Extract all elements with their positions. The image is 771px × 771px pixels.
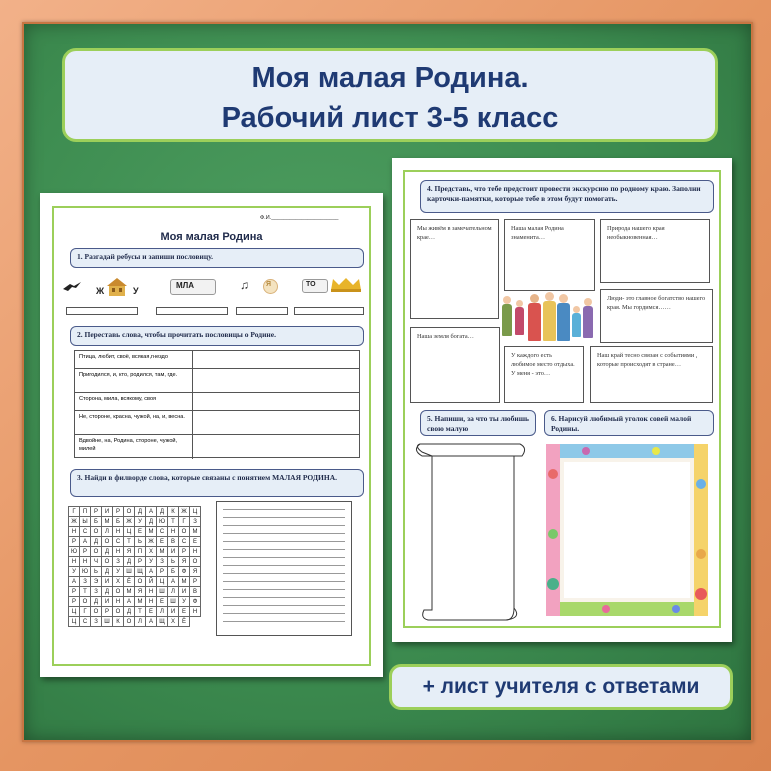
grid-cell[interactable]: Ц — [124, 527, 135, 537]
grid-cell[interactable]: Н — [113, 547, 124, 557]
grid-row — [69, 617, 201, 627]
grid-cell[interactable]: О — [124, 617, 135, 627]
grid-cell[interactable]: О — [102, 537, 113, 547]
grid-cell[interactable]: Н — [80, 557, 91, 567]
grid-cell[interactable]: М — [102, 517, 113, 527]
rebus-letter-1: Ж — [96, 286, 105, 296]
grid-cell[interactable]: Ц — [69, 607, 80, 617]
grid-cell[interactable]: М — [157, 547, 168, 557]
grid-cell[interactable]: Ё — [124, 577, 135, 587]
grid-cell[interactable]: Ш — [157, 587, 168, 597]
grid-cell[interactable]: Ц — [190, 507, 201, 517]
table-row — [75, 393, 359, 411]
title-banner — [62, 48, 718, 142]
grid-cell[interactable]: Н — [69, 557, 80, 567]
grid-cell[interactable]: Ш — [102, 617, 113, 627]
card-5[interactable]: Наша земля богата… — [410, 327, 500, 403]
grid-cell[interactable]: Ь — [168, 557, 179, 567]
answer-box-3[interactable] — [236, 307, 288, 315]
crown-icon — [330, 276, 362, 292]
task-6-bar: 6. Нарисуй любимый уголок совей малой Родины. — [544, 410, 714, 436]
grid-cell[interactable]: Б — [91, 517, 102, 527]
title-line-2: Рабочий лист 3-5 класс — [221, 102, 559, 134]
grid-cell[interactable]: Д — [124, 557, 135, 567]
grid-cell[interactable]: О — [91, 547, 102, 557]
grid-cell[interactable]: Ю — [69, 547, 80, 557]
grid-cell[interactable]: Ь — [91, 567, 102, 577]
teacher-sheet-note: + лист учителя с ответами — [389, 664, 733, 710]
grid-cell[interactable]: Н — [168, 527, 179, 537]
grid-cell[interactable]: Л — [102, 527, 113, 537]
grid-cell[interactable]: Д — [91, 597, 102, 607]
grid-cell[interactable]: С — [80, 527, 91, 537]
grid-cell[interactable]: Ю — [80, 567, 91, 577]
grid-cell[interactable]: О — [102, 557, 113, 567]
grid-cell[interactable]: Л — [168, 587, 179, 597]
grid-cell[interactable]: Ф — [179, 567, 190, 577]
grid-cell[interactable]: Ё — [179, 617, 190, 627]
task-3-bar: 3. Найди в филворде слова, которые связаны с понятием МАЛАЯ РОДИНА. — [70, 469, 364, 497]
answer-cell[interactable] — [193, 369, 359, 392]
proverb-cell: Вдвойне, на, Родина, стороне, чужой, милей — [75, 435, 193, 459]
grid-row — [69, 577, 201, 587]
grid-cell[interactable]: И — [168, 547, 179, 557]
grid-cell[interactable]: Ш — [168, 597, 179, 607]
house-icon — [106, 277, 128, 297]
grid-cell[interactable]: Й — [146, 577, 157, 587]
grid-cell[interactable]: С — [179, 537, 190, 547]
card-3[interactable]: Природа нашего края необыкновенная… — [600, 219, 710, 283]
grid-cell[interactable]: Р — [179, 547, 190, 557]
card-7[interactable]: Наш край тесно связан с событиями , которые происходят в стране… — [590, 346, 713, 403]
grid-cell[interactable]: Г — [80, 607, 91, 617]
rebus-letter-5: ТО — [306, 281, 316, 288]
grid-cell[interactable]: А — [124, 597, 135, 607]
grid-cell[interactable]: Ц — [69, 617, 80, 627]
grid-cell[interactable]: Н — [113, 527, 124, 537]
grid-cell[interactable]: О — [91, 607, 102, 617]
grid-row — [69, 597, 201, 607]
answer-box-1[interactable] — [66, 307, 138, 315]
grid-cell[interactable]: Р — [69, 587, 80, 597]
grid-cell[interactable]: Щ — [157, 617, 168, 627]
grid-cell[interactable]: Я — [179, 557, 190, 567]
grid-cell[interactable]: Ы — [80, 517, 91, 527]
crow-icon — [62, 280, 82, 292]
grid-row — [69, 607, 201, 617]
grid-cell[interactable]: Т — [135, 607, 146, 617]
table-row — [75, 369, 359, 393]
grid-cell[interactable]: М — [179, 577, 190, 587]
grid-cell[interactable]: И — [102, 577, 113, 587]
grid-cell[interactable]: Р — [113, 507, 124, 517]
grid-cell[interactable]: Х — [113, 577, 124, 587]
grid-row — [69, 557, 201, 567]
grid-cell[interactable]: Д — [146, 517, 157, 527]
grid-cell[interactable]: Н — [146, 587, 157, 597]
grid-cell[interactable]: Т — [80, 587, 91, 597]
grid-cell[interactable]: О — [124, 507, 135, 517]
task-4-bar: 4. Представь, что тебе предстоит провести экскурсию по родному краю. Заполни карточки-памятки, которые тебе в этом будут помогать. — [420, 180, 714, 213]
task-1-bar: 1. Разгадай ребусы и запиши пословицу. — [70, 248, 364, 268]
grid-cell[interactable]: Ж — [179, 507, 190, 517]
grid-row — [69, 587, 201, 597]
grid-cell[interactable]: М — [124, 587, 135, 597]
grid-cell[interactable]: Ф — [190, 597, 201, 607]
grid-cell[interactable]: З — [91, 617, 102, 627]
answer-cell[interactable] — [193, 411, 359, 434]
grid-cell[interactable]: Р — [157, 567, 168, 577]
grid-cell[interactable]: И — [168, 607, 179, 617]
grid-cell[interactable]: Е — [146, 607, 157, 617]
grid-cell[interactable]: Н — [190, 547, 201, 557]
grid-cell[interactable]: Ц — [157, 577, 168, 587]
grid-cell[interactable]: Р — [69, 597, 80, 607]
grid-cell[interactable]: Д — [102, 547, 113, 557]
grid-cell[interactable]: О — [113, 587, 124, 597]
grid-cell[interactable]: Т — [124, 537, 135, 547]
task-2-bar: 2. Переставь слова, чтобы прочитать пословицы о Родине. — [70, 326, 364, 346]
grid-cell[interactable]: Е — [157, 597, 168, 607]
proverb-cell: Не, стороне, красна, чужой, на, и, весна. — [75, 411, 193, 434]
grid-cell[interactable]: С — [157, 527, 168, 537]
grid-cell[interactable]: О — [113, 607, 124, 617]
grid-cell[interactable]: Н — [113, 597, 124, 607]
grid-cell[interactable]: З — [80, 577, 91, 587]
grid-cell[interactable]: Д — [135, 507, 146, 517]
grid-cell[interactable]: И — [102, 507, 113, 517]
grid-cell[interactable]: У — [69, 567, 80, 577]
answer-cell[interactable] — [193, 393, 359, 410]
grid-cell[interactable]: П — [80, 507, 91, 517]
grid-cell[interactable]: Ж — [69, 517, 80, 527]
grid-cell[interactable]: Г — [69, 507, 80, 517]
table-row — [75, 351, 359, 369]
grid-cell[interactable]: А — [80, 537, 91, 547]
grid-cell[interactable]: К — [168, 507, 179, 517]
grid-cell[interactable]: Д — [102, 587, 113, 597]
grid-row — [69, 527, 201, 537]
answer-cell[interactable] — [193, 351, 359, 368]
grid-cell[interactable]: Я — [124, 547, 135, 557]
card-4[interactable]: Люди- это главное богатство нашего края. Мы гордимся…… — [600, 289, 713, 343]
grid-cell[interactable]: Л — [135, 617, 146, 627]
grid-cell[interactable]: Р — [69, 537, 80, 547]
grid-cell[interactable]: А — [146, 567, 157, 577]
rebus-letter-3: МЛА — [176, 281, 195, 290]
grid-cell[interactable]: А — [69, 577, 80, 587]
grid-cell[interactable]: Б — [168, 567, 179, 577]
grid-cell[interactable]: З — [157, 557, 168, 567]
grid-row — [69, 517, 201, 527]
grid-cell[interactable]: Я — [190, 567, 201, 577]
grid-cell[interactable]: Р — [91, 507, 102, 517]
grid-cell[interactable]: Р — [135, 557, 146, 567]
proverbs-table — [74, 350, 360, 458]
grid-cell[interactable]: Е — [179, 607, 190, 617]
grid-cell[interactable]: А — [168, 577, 179, 587]
grid-cell[interactable]: Н — [190, 607, 201, 617]
grid-row — [69, 507, 201, 517]
grid-cell[interactable]: Е — [135, 527, 146, 537]
grid-cell[interactable]: З — [190, 517, 201, 527]
grid-cell[interactable]: С — [113, 537, 124, 547]
grid-cell[interactable]: Л — [157, 607, 168, 617]
grid-cell[interactable]: Б — [113, 517, 124, 527]
grid-cell[interactable]: У — [135, 517, 146, 527]
grid-cell[interactable]: Щ — [135, 567, 146, 577]
grid-cell[interactable]: Ч — [91, 557, 102, 567]
decorative-drawing-frame[interactable] — [546, 444, 708, 616]
music-note-icon: ♫ — [240, 278, 249, 292]
grid-cell[interactable]: Н — [69, 527, 80, 537]
table-row — [75, 435, 359, 459]
card-6[interactable]: У каждого есть любимое место отдыха. У меня - это… — [504, 346, 584, 403]
grid-cell[interactable]: О — [80, 597, 91, 607]
proverb-cell: Пригодился, и, кто, родился, там, где. — [75, 369, 193, 392]
grid-cell[interactable]: Р — [80, 547, 91, 557]
worksheet-page-1 — [40, 193, 383, 677]
grid-cell[interactable]: И — [179, 587, 190, 597]
grid-cell[interactable]: С — [80, 617, 91, 627]
answer-cell[interactable] — [193, 435, 359, 459]
title-line-1: Моя малая Родина. — [251, 62, 529, 94]
grid-cell[interactable]: А — [146, 617, 157, 627]
grid-cell[interactable]: А — [146, 507, 157, 517]
grid-cell[interactable]: Д — [157, 507, 168, 517]
grid-cell[interactable]: М — [135, 597, 146, 607]
fio-field: Ф.И.______________________ — [260, 215, 339, 221]
proverb-cell: Сторона, мила, всякому, своя — [75, 393, 193, 410]
grid-cell[interactable]: Т — [168, 517, 179, 527]
sheet-heading: Моя малая Родина — [160, 231, 263, 243]
grid-cell[interactable]: Я — [135, 587, 146, 597]
grid-cell[interactable]: У — [146, 557, 157, 567]
word-search-grid — [68, 506, 201, 627]
grid-cell[interactable]: О — [190, 557, 201, 567]
card-1[interactable]: Мы живём в замечательном крае… — [410, 219, 499, 319]
grid-cell[interactable]: З — [91, 587, 102, 597]
grid-cell[interactable]: Г — [179, 517, 190, 527]
grid-cell[interactable]: Д — [124, 607, 135, 617]
grid-cell[interactable]: Х — [146, 547, 157, 557]
table-row — [75, 411, 359, 435]
task-5-bar: 5. Напиши, за что ты любишь свою малую — [420, 410, 536, 436]
grid-cell[interactable]: М — [146, 527, 157, 537]
grid-cell[interactable]: Ю — [157, 517, 168, 527]
grid-row — [69, 537, 201, 547]
grid-cell[interactable]: Е — [190, 537, 201, 547]
grid-cell[interactable]: Р — [190, 577, 201, 587]
grid-cell[interactable]: Ш — [124, 567, 135, 577]
grid-cell[interactable]: Р — [102, 607, 113, 617]
grid-cell[interactable]: Ь — [135, 537, 146, 547]
grid-cell[interactable]: И — [102, 597, 113, 607]
scroll-frame[interactable] — [410, 442, 528, 624]
answer-box-2[interactable] — [156, 307, 228, 315]
grid-cell[interactable]: Е — [157, 537, 168, 547]
rebus-letter-4: Я — [266, 281, 272, 288]
grid-cell[interactable]: К — [113, 617, 124, 627]
grid-cell[interactable]: У — [113, 567, 124, 577]
grid-cell[interactable]: В — [168, 537, 179, 547]
grid-cell[interactable]: Х — [168, 617, 179, 627]
grid-cell[interactable]: О — [91, 527, 102, 537]
family-illustration — [500, 292, 596, 346]
grid-cell[interactable]: Ж — [146, 537, 157, 547]
worksheet-page-2 — [392, 158, 732, 642]
grid-cell[interactable]: У — [179, 597, 190, 607]
answer-lines-box[interactable] — [216, 501, 352, 636]
grid-cell[interactable]: Ж — [124, 517, 135, 527]
grid-row — [69, 567, 201, 577]
grid-cell[interactable]: О — [179, 527, 190, 537]
answer-box-4[interactable] — [294, 307, 364, 315]
grid-cell[interactable]: В — [190, 587, 201, 597]
grid-cell[interactable]: Д — [102, 567, 113, 577]
grid-cell[interactable]: Э — [91, 577, 102, 587]
grid-cell[interactable]: П — [135, 547, 146, 557]
card-2[interactable]: Наша малая Родина знаменита… — [504, 219, 595, 291]
grid-cell[interactable]: Н — [146, 597, 157, 607]
grid-cell[interactable]: З — [113, 557, 124, 567]
rebus-letter-2: У — [133, 286, 139, 296]
grid-cell[interactable]: Д — [91, 537, 102, 547]
proverb-cell: Птица, любит, своё, всякая,гнездо — [75, 351, 193, 368]
grid-row — [69, 547, 201, 557]
grid-cell[interactable]: О — [135, 577, 146, 587]
grid-cell[interactable]: М — [190, 527, 201, 537]
